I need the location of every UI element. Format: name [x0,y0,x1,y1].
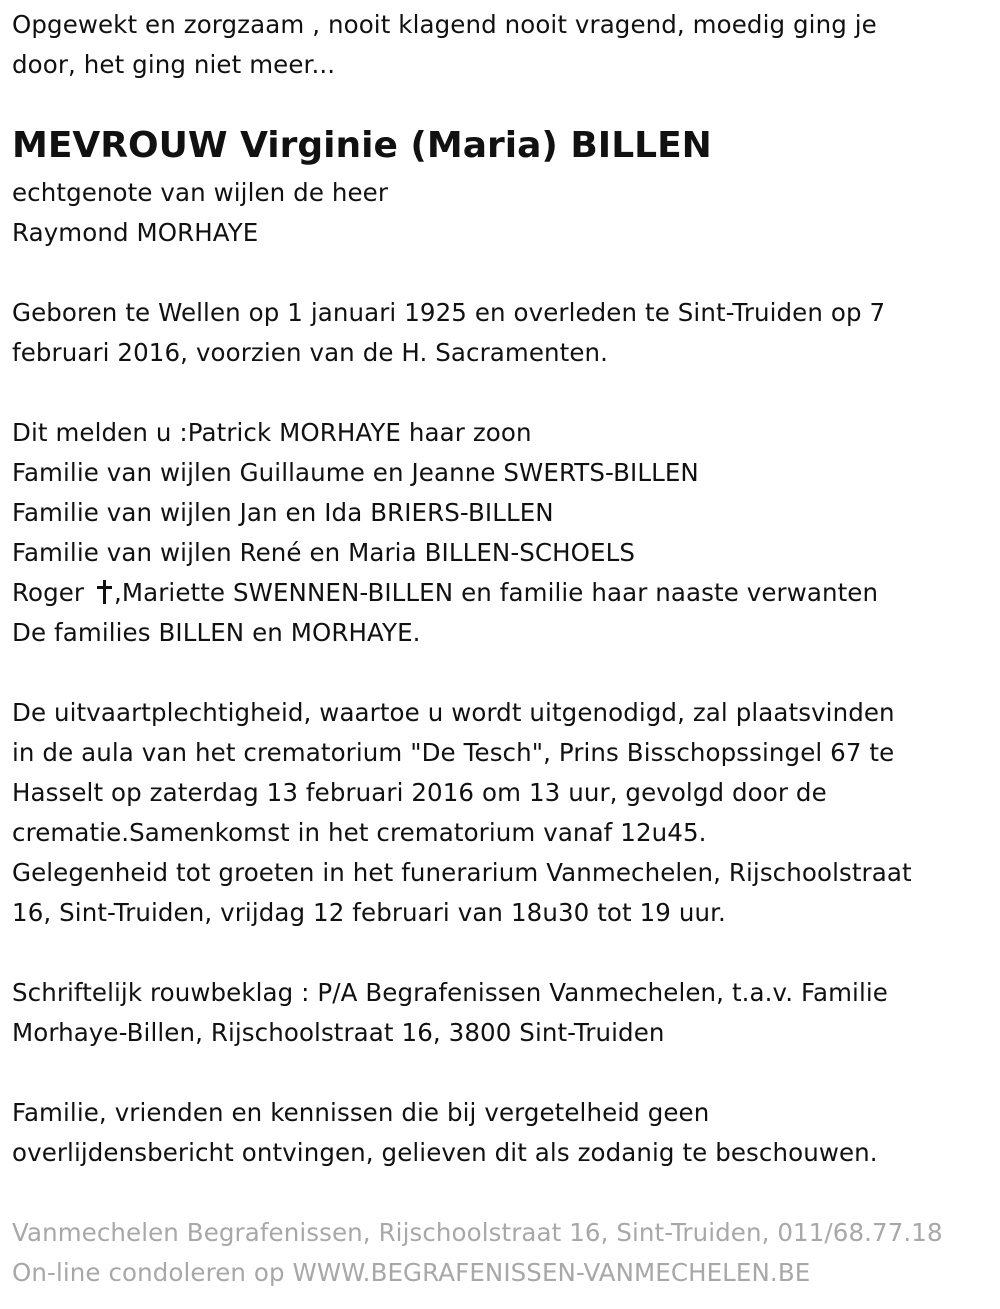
intro-verse [12,5,877,85]
family-line-1: Dit melden u :Patrick MORHAYE haar zoon [12,418,532,447]
funeral-home-footer [12,1213,943,1293]
notice-line-2: overlijdensbericht ontvingen, gelieven dit als zodanig te beschouwen. [12,1138,878,1167]
notice-line-1: Familie, vrienden en kennissen die bij vergetelheid geen [12,1098,710,1127]
family-line-5 [12,573,878,613]
birth-death-line-2: februari 2016, voorzien van de H. Sacramenten. [12,338,609,367]
footer-website-link[interactable]: On-line condoleren op WWW.BEGRAFENISSEN-VANMECHELEN.BE [12,1258,811,1287]
family-line-4: Familie van wijlen René en Maria BILLEN-SCHOELS [12,538,636,567]
birth-death-info [12,293,885,373]
family-roger-rest: ,Mariette SWENNEN-BILLEN en familie haar naaste verwanten [114,578,879,607]
funeral-line-3: Hasselt op zaterdag 13 februari 2016 om 13 uur, gevolgd door de [12,778,827,807]
intro-line-1: Opgewekt en zorgzaam , nooit klagend nooit vragend, moedig ging je [12,10,877,39]
funeral-line-6: 16, Sint-Truiden, vrijdag 12 februari van 18u30 tot 19 uur. [12,898,726,927]
deceased-name: MEVROUW Virginie (Maria) BILLEN [12,125,712,166]
funeral-line-5: Gelegenheid tot groeten in het funerarium Vanmechelen, Rijschoolstraat [12,858,912,887]
family-line-6: De families BILLEN en MORHAYE. [12,618,421,647]
family-roger-prefix: Roger [12,578,92,607]
family-line-2: Familie van wijlen Guillaume en Jeanne SWERTS-BILLEN [12,458,699,487]
funeral-line-2: in de aula van het crematorium "De Tesch", Prins Bisschopssingel 67 te [12,738,895,767]
footer-address: Vanmechelen Begrafenissen, Rijschoolstraat 16, Sint-Truiden, 011/68.77.18 [12,1218,943,1247]
funeral-line-1: De uitvaartplechtigheid, waartoe u wordt uitgenodigd, zal plaatsvinden [12,698,895,727]
spouse-line-1: echtgenote van wijlen de heer [12,178,389,207]
birth-death-line-1: Geboren te Wellen op 1 januari 1925 en overleden te Sint-Truiden op 7 [12,298,886,327]
family-announcement [12,413,878,653]
notice-paragraph [12,1093,878,1173]
family-line-3: Familie van wijlen Jan en Ida BRIERS-BILLEN [12,498,554,527]
spouse-line-2: Raymond MORHAYE [12,218,259,247]
condolence-address [12,973,888,1053]
spouse-info [12,173,388,253]
condolence-line-1: Schriftelijk rouwbeklag : P/A Begrafenissen Vanmechelen, t.a.v. Familie [12,978,888,1007]
funeral-line-4: crematie.Samenkomst in het crematorium vanaf 12u45. [12,818,707,847]
condolence-line-2: Morhaye-Billen, Rijschoolstraat 16, 3800 Sint-Truiden [12,1018,665,1047]
latin-cross-icon [96,580,112,604]
intro-line-2: door, het ging niet meer... [12,50,336,79]
funeral-details [12,693,912,933]
